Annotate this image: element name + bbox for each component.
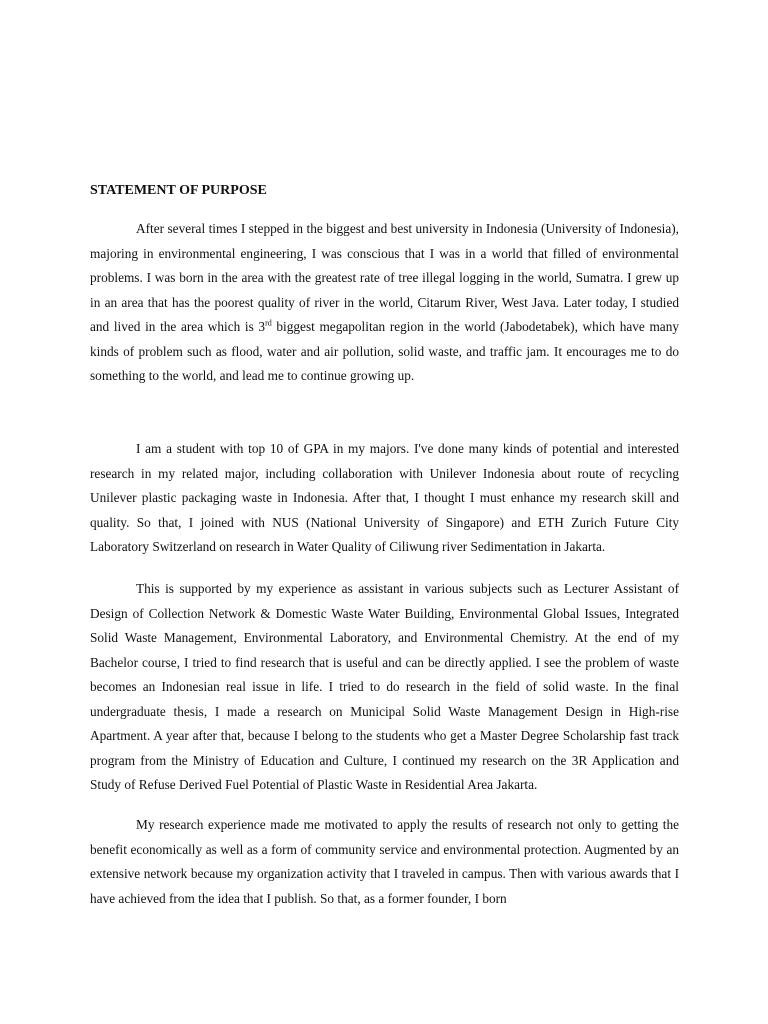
ordinal-superscript: rd	[265, 318, 272, 328]
paragraph-3: This is supported by my experience as assistant in various subjects such as Lecturer Assistant of Design of Collection Network & Domestic Waste Water Building, Environmental Global Issues, Integrated Solid Waste Management, Environmental Laboratory, and Environmental Chemistry. At the end of my Bachelor course, I tried to find research that is useful and can be directly applied. I see the problem of waste becomes an Indonesian real issue in life. I tried to do research in the field of solid waste. In the final undergraduate thesis, I made a research on Municipal Solid Waste Management Design in High-rise Apartment. A year after that, because I belong to the students who get a Master Degree Scholarship fast track program from the Ministry of Education and Culture, I continued my research on the 3R Application and Study of Refuse Derived Fuel Potential of Plastic Waste in Residential Area Jakarta.	[90, 581, 679, 792]
paragraph-4: My research experience made me motivated to apply the results of research not only to getting the benefit economically as well as a form of community service and environmental protection. Augmented by an extensive network because my organization activity that I traveled in campus. Then with various awards that I have achieved from the idea that I publish. So that, as a former founder, I born	[90, 817, 679, 906]
document-title: STATEMENT OF PURPOSE	[90, 183, 267, 198]
paragraph-2: I am a student with top 10 of GPA in my majors. I've done many kinds of potential and interested research in my related major, including collaboration with Unilever Indonesia about route of recycling Unilever plastic packaging waste in Indonesia. After that, I thought I must enhance my research skill and quality. So that, I joined with NUS (National University of Singapore) and ETH Zurich Future City Laboratory Switzerland on research in Water Quality of Ciliwung river Sedimentation in Jakarta.	[90, 441, 679, 554]
paragraph-1	[90, 217, 679, 389]
paragraph-1-text-start: After several times I stepped in the biggest and best university in Indonesia (University of Indonesia), majoring in environmental engineering, I was conscious that I was in a world that filled of environmental problems. I was born in the area with the greatest rate of tree illegal logging in the world, Sumatra. I grew up in an area that has the poorest quality of river in the world, Citarum River, West Java. Later today, I studied and lived in the area which is 3	[90, 221, 679, 334]
paragraph-1-text-end: biggest megapolitan region in the world (Jabodetabek), which have many kinds of problem such as flood, water and air pollution, solid waste, and traffic jam. It encourages me to do something to the world, and lead me to continue growing up.	[90, 319, 679, 383]
